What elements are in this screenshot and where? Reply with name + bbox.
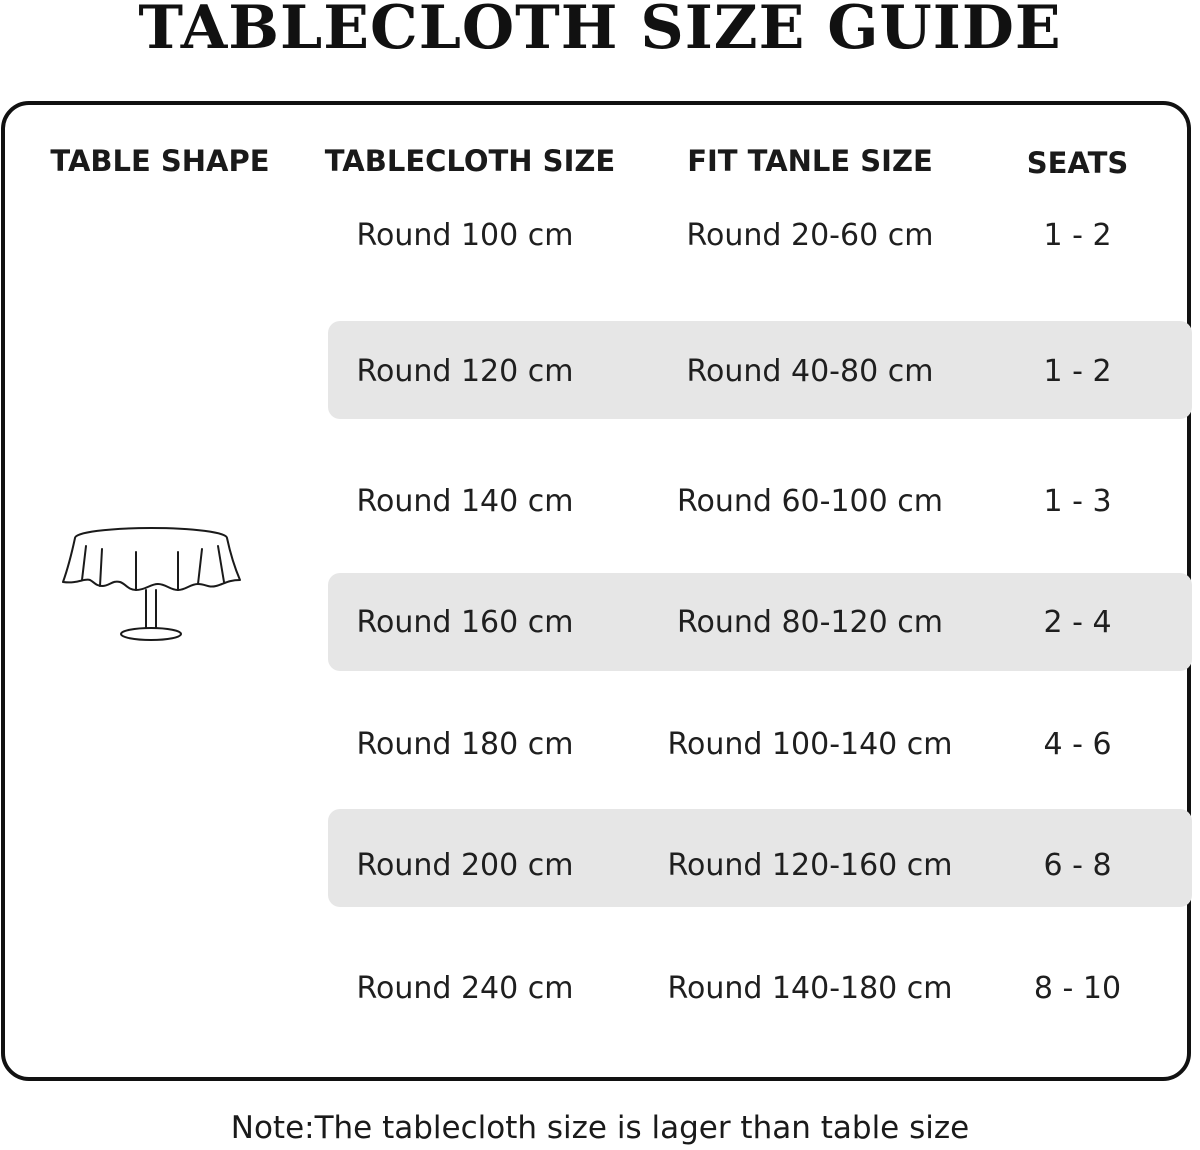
table-row-0-tablecloth: Round 100 cm [356, 218, 574, 253]
header-fit-table-size: FIT TANLE SIZE [687, 144, 933, 178]
table-row-6-fit: Round 140-180 cm [667, 971, 953, 1006]
header-table-shape: TABLE SHAPE [50, 144, 270, 178]
table-row-4-fit: Round 100-140 cm [667, 727, 953, 762]
table-row-2-tablecloth: Round 140 cm [356, 484, 574, 519]
header-tablecloth-size: TABLECLOTH SIZE [324, 144, 616, 178]
table-row-2-fit: Round 60-100 cm [677, 484, 943, 519]
table-row-1-fit: Round 40-80 cm [686, 354, 934, 389]
table-row-5-tablecloth: Round 200 cm [356, 848, 574, 883]
page-title: TABLECLOTH SIZE GUIDE [138, 0, 1062, 63]
header-seats: SEATS [1026, 146, 1129, 180]
table-row-3-fit: Round 80-120 cm [677, 605, 943, 640]
table-row-0-seats: 1 - 2 [1043, 218, 1112, 253]
table-row-5-fit: Round 120-160 cm [667, 848, 953, 883]
round-table-icon [56, 522, 246, 646]
table-row-5-seats: 6 - 8 [1043, 848, 1112, 883]
table-row-3-seats: 2 - 4 [1043, 605, 1112, 640]
table-row-1-seats: 1 - 2 [1043, 354, 1112, 389]
table-row-0-fit: Round 20-60 cm [686, 218, 934, 253]
table-row-1-tablecloth: Round 120 cm [356, 354, 574, 389]
table-row-6-seats: 8 - 10 [1033, 971, 1122, 1006]
table-row-2-seats: 1 - 3 [1043, 484, 1112, 519]
footnote: Note:The tablecloth size is lager than table size [230, 1110, 970, 1146]
table-row-3-tablecloth: Round 160 cm [356, 605, 574, 640]
table-row-6-tablecloth: Round 240 cm [356, 971, 574, 1006]
table-row-4-seats: 4 - 6 [1043, 727, 1112, 762]
table-row-4-tablecloth: Round 180 cm [356, 727, 574, 762]
